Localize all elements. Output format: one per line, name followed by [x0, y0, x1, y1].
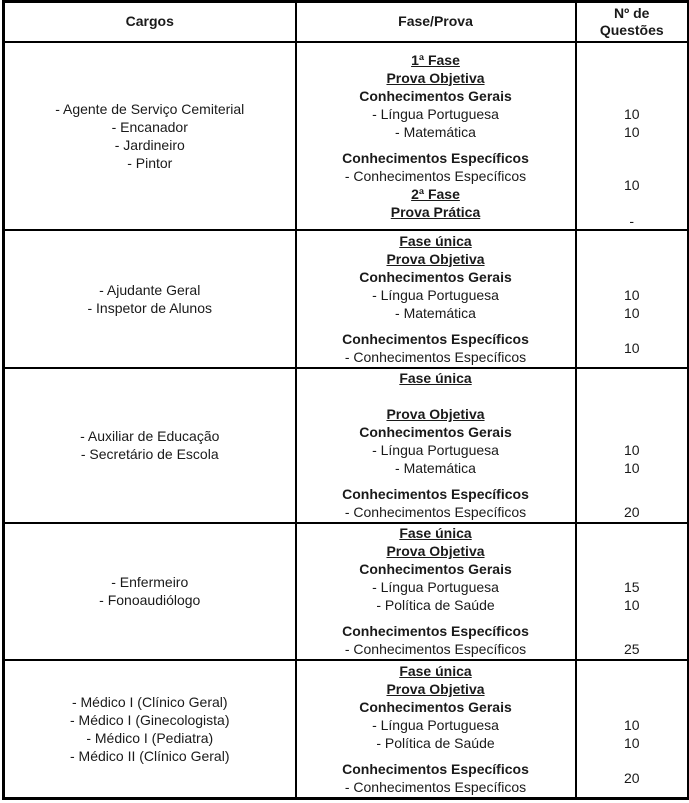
- table-row: [4, 230, 689, 368]
- questoes-value: 10: [623, 442, 640, 458]
- gap-spacer: [577, 141, 688, 149]
- fase-line: Prova Objetiva: [386, 69, 485, 86]
- cargo-line: - Inspetor de Alunos: [87, 299, 213, 316]
- questoes-value: 10: [623, 176, 640, 193]
- fase-line: - Conhecimentos Específicos: [344, 641, 527, 657]
- cargo-line: - Secretário de Escola: [80, 446, 219, 462]
- questoes-value: 10: [623, 597, 640, 613]
- gap-spacer: [297, 141, 575, 149]
- questoes-value: [577, 423, 688, 441]
- fase-prova-cell: [296, 42, 576, 230]
- fase-line: - Política de Saúde: [376, 597, 495, 613]
- exam-phases-table: [2, 0, 689, 800]
- header-row: [4, 2, 689, 42]
- questoes-value: 10: [623, 286, 640, 303]
- fase-line: - Língua Portuguesa: [372, 716, 499, 733]
- fase-line: 2ª Fase: [411, 185, 460, 202]
- column-header-num-questoes: [576, 2, 689, 42]
- cargos-cell: [4, 368, 296, 523]
- cargo-line: - Encanador: [111, 118, 188, 135]
- cargo-line: - Médico I (Clínico Geral): [71, 693, 228, 710]
- fase-line: - Língua Portuguesa: [372, 579, 499, 595]
- table-row: [4, 368, 689, 523]
- gap-spacer: [577, 614, 688, 622]
- cargo-line: - Auxiliar de Educação: [80, 428, 220, 444]
- questoes-value: [577, 69, 688, 87]
- num-questoes-cell: [576, 660, 689, 799]
- questoes-value: [577, 268, 688, 286]
- questoes-value: [577, 485, 688, 503]
- fase-prova-cell: [296, 660, 576, 799]
- fase-prova-cell: [296, 368, 576, 523]
- cargos-cell: [4, 660, 296, 799]
- fase-line: Fase única: [399, 232, 472, 249]
- fase-line: - Língua Portuguesa: [372, 442, 499, 458]
- fase-line: - Língua Portuguesa: [372, 286, 499, 303]
- fase-line: - Língua Portuguesa: [372, 105, 499, 122]
- fase-line: Prova Prática: [390, 203, 481, 220]
- questoes-value: [577, 560, 688, 578]
- table-row: [4, 660, 689, 799]
- column-header-num-questoes-line1: Nº de: [614, 4, 650, 21]
- fase-line: Conhecimentos Gerais: [359, 424, 512, 440]
- gap-spacer: [297, 477, 575, 485]
- fase-line: - Conhecimentos Específicos: [344, 348, 527, 365]
- fase-line: - Matemática: [395, 304, 476, 321]
- questoes-value: [577, 387, 688, 405]
- num-questoes-cell: [576, 42, 689, 230]
- fase-line: - Conhecimentos Específicos: [344, 167, 527, 184]
- fase-line: Fase única: [399, 370, 472, 386]
- questoes-value: 10: [623, 734, 640, 751]
- cargo-line: - Ajudante Geral: [99, 281, 201, 298]
- fase-line: Conhecimentos Específicos: [342, 149, 529, 166]
- questoes-value: [577, 622, 688, 640]
- fase-line: Conhecimentos Específicos: [342, 760, 529, 777]
- cargo-line: - Fonoaudiólogo: [99, 592, 201, 608]
- questoes-value: [577, 662, 688, 680]
- fase-line: Conhecimentos Gerais: [359, 87, 512, 104]
- fase-line: - Conhecimentos Específicos: [344, 778, 527, 795]
- fase-line: Conhecimentos Específicos: [342, 330, 529, 347]
- num-questoes-cell: [576, 230, 689, 368]
- questoes-value: [577, 149, 688, 167]
- column-header-num-questoes-line2: Questões: [599, 21, 664, 38]
- cargos-cell: [4, 523, 296, 660]
- fase-line: - Matemática: [395, 460, 476, 476]
- fase-line: Prova Objetiva: [386, 406, 485, 422]
- cargo-line: - Pintor: [127, 154, 173, 171]
- fase-prova-cell: [296, 523, 576, 660]
- fase-line: Fase única: [399, 662, 472, 679]
- questoes-value: [577, 232, 688, 250]
- questoes-value: [577, 542, 688, 560]
- questoes-value: [577, 51, 688, 69]
- questoes-value: -: [629, 212, 635, 229]
- questoes-value: 20: [623, 504, 640, 520]
- questoes-value: [577, 524, 688, 542]
- gap-spacer: [577, 752, 688, 760]
- cargos-cell: [4, 230, 296, 368]
- fase-line: Conhecimentos Gerais: [359, 698, 512, 715]
- fase-line: - Conhecimentos Específicos: [344, 504, 527, 520]
- questoes-value: 25: [623, 641, 640, 657]
- cargo-line: - Enfermeiro: [111, 574, 189, 590]
- questoes-value: [577, 369, 688, 387]
- fase-line: Conhecimentos Gerais: [359, 561, 512, 577]
- num-questoes-cell: [576, 523, 689, 660]
- fase-line: Conhecimentos Específicos: [342, 486, 529, 502]
- questoes-value: [577, 405, 688, 423]
- cargo-line: - Médico I (Ginecologista): [69, 711, 230, 728]
- questoes-value: 10: [623, 339, 640, 356]
- fase-line: 1ª Fase: [411, 51, 460, 68]
- fase-prova-cell: [296, 230, 576, 368]
- cargos-cell: [4, 42, 296, 230]
- fase-line: Conhecimentos Específicos: [342, 623, 529, 639]
- num-questoes-cell: [576, 368, 689, 523]
- cargo-line: - Médico I (Pediatra): [86, 729, 214, 746]
- gap-spacer: [577, 322, 688, 330]
- questoes-value: 15: [623, 579, 640, 595]
- gap-spacer: [297, 752, 575, 760]
- table-row: [4, 523, 689, 660]
- questoes-value: [577, 87, 688, 105]
- fase-line: Prova Objetiva: [386, 250, 485, 267]
- column-header-cargos: Cargos: [4, 2, 296, 42]
- cargo-line: - Médico II (Clínico Geral): [70, 747, 230, 764]
- fase-line: Prova Objetiva: [386, 543, 485, 559]
- fase-line: - Matemática: [395, 123, 476, 140]
- cargo-line: - Agente de Serviço Cemiterial: [55, 100, 245, 117]
- fase-line: - Política de Saúde: [376, 734, 495, 751]
- questoes-value: [577, 680, 688, 698]
- questoes-value: [577, 250, 688, 268]
- cargo-line: - Jardineiro: [114, 136, 185, 153]
- fase-line: Conhecimentos Gerais: [359, 268, 512, 285]
- questoes-value: 10: [623, 123, 640, 140]
- fase-line: Prova Objetiva: [386, 680, 485, 697]
- exam-table-body: [4, 42, 689, 799]
- fase-line: Fase única: [399, 525, 472, 541]
- fase-line: [297, 387, 575, 405]
- questoes-value: 10: [623, 105, 640, 122]
- gap-spacer: [297, 322, 575, 330]
- questoes-value: 10: [623, 460, 640, 476]
- questoes-value: 20: [623, 769, 640, 786]
- gap-spacer: [297, 614, 575, 622]
- gap-spacer: [577, 477, 688, 485]
- table-row: [4, 42, 689, 230]
- questoes-value: [577, 698, 688, 716]
- questoes-value: 10: [623, 716, 640, 733]
- column-header-fase-prova: Fase/Prova: [296, 2, 576, 42]
- questoes-value: 10: [623, 304, 640, 321]
